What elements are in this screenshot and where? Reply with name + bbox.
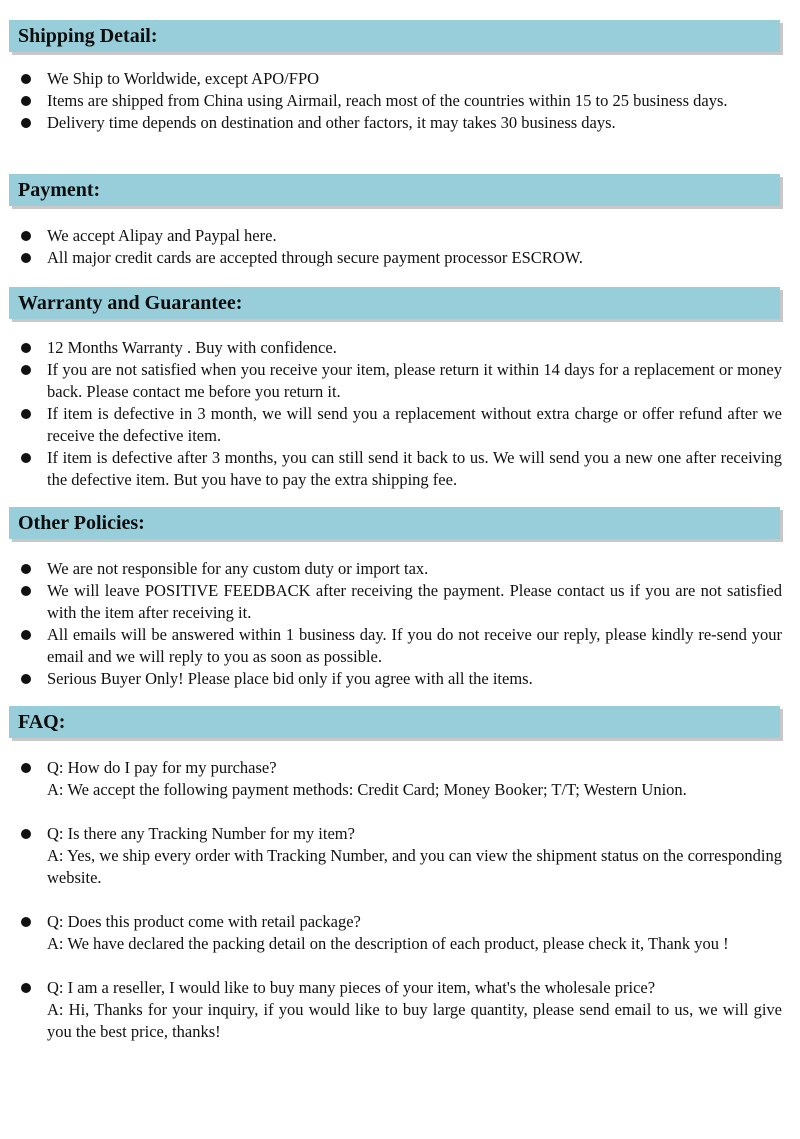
bullet-icon	[21, 917, 31, 927]
section-header-other-policies	[9, 507, 780, 539]
faq-question: Q: How do I pay for my purchase?	[47, 758, 277, 777]
bullet-icon	[21, 564, 31, 574]
list-item-text: All major credit cards are accepted through secure payment processor ESCROW.	[47, 248, 583, 267]
list-item-text: We are not responsible for any custom duty or import tax.	[47, 559, 429, 578]
list-item-text: 12 Months Warranty . Buy with confidence.	[47, 338, 337, 357]
list-item	[0, 112, 800, 134]
list-item	[0, 447, 800, 491]
section-header-warranty	[9, 287, 780, 319]
warranty-list	[0, 337, 800, 491]
bullet-icon	[21, 453, 31, 463]
section-header-faq	[9, 706, 780, 738]
section-title: Warranty and Guarantee:	[18, 292, 243, 314]
bullet-icon	[21, 343, 31, 353]
faq-question: Q: I am a reseller, I would like to buy many pieces of your item, what's the wholesale price?	[47, 978, 656, 997]
list-item	[0, 580, 800, 624]
bullet-icon	[21, 983, 31, 993]
bullet-icon	[21, 365, 31, 375]
faq-answer: A: Hi, Thanks for your inquiry, if you would like to buy large quantity, please send email to us, we will give you the best price, thanks!	[47, 1000, 782, 1041]
bullet-icon	[21, 409, 31, 419]
list-item-text: If item is defective after 3 months, you can still send it back to us. We will send you a new one after receiving the defective item. But you have to pay the extra shipping fee.	[47, 448, 782, 489]
section-title: Other Policies:	[18, 512, 145, 534]
list-item	[0, 668, 800, 690]
faq-answer: A: We accept the following payment methods: Credit Card; Money Booker; T/T; Western Union.	[47, 780, 687, 799]
faq-question: Q: Is there any Tracking Number for my item?	[47, 824, 355, 843]
bullet-icon	[21, 96, 31, 106]
list-item-text: We will leave POSITIVE FEEDBACK after receiving the payment. Please contact us if you are not satisfied with the item after receiving it.	[47, 581, 782, 622]
list-item	[0, 337, 800, 359]
bullet-icon	[21, 586, 31, 596]
section-header-payment	[9, 174, 780, 206]
list-item-text: We Ship to Worldwide, except APO/FPO	[47, 69, 320, 88]
section-title: Payment:	[18, 179, 101, 201]
faq-answer: A: We have declared the packing detail on the description of each product, please check it, Thank you !	[47, 934, 729, 953]
list-item-text: Items are shipped from China using Airmail, reach most of the countries within 15 to 25 business days.	[47, 91, 728, 110]
list-item	[0, 68, 800, 90]
bullet-icon	[21, 231, 31, 241]
bullet-icon	[21, 763, 31, 773]
list-item	[0, 90, 800, 112]
list-item-text: All emails will be answered within 1 business day. If you do not receive our reply, please kindly re-send your email and we will reply to you as soon as possible.	[47, 625, 782, 666]
list-item-text: We accept Alipay and Paypal here.	[47, 226, 277, 245]
faq-item	[0, 757, 800, 801]
shipping-list	[0, 68, 800, 134]
list-item	[0, 403, 800, 447]
list-item	[0, 558, 800, 580]
bullet-icon	[21, 253, 31, 263]
bullet-icon	[21, 630, 31, 640]
faq-question: Q: Does this product come with retail package?	[47, 912, 361, 931]
faq-item	[0, 977, 800, 1043]
faq-item	[0, 823, 800, 889]
list-item	[0, 225, 800, 247]
faq-answer: A: Yes, we ship every order with Tracking Number, and you can view the shipment status on the corresponding website.	[47, 846, 782, 887]
list-item	[0, 624, 800, 668]
bullet-icon	[21, 829, 31, 839]
bullet-icon	[21, 118, 31, 128]
bullet-icon	[21, 674, 31, 684]
payment-list	[0, 225, 800, 269]
list-item-text: Serious Buyer Only! Please place bid only if you agree with all the items.	[47, 669, 533, 688]
list-item	[0, 359, 800, 403]
section-title: Shipping Detail:	[18, 25, 158, 47]
list-item-text: If item is defective in 3 month, we will send you a replacement without extra charge or offer refund after we receive the defective item.	[47, 404, 782, 445]
list-item-text: Delivery time depends on destination and other factors, it may takes 30 business days.	[47, 113, 616, 132]
list-item-text: If you are not satisfied when you receive your item, please return it within 14 days for a replacement or money back. Please contact me before you return it.	[47, 360, 782, 401]
faq-item	[0, 911, 800, 955]
section-title: FAQ:	[18, 711, 66, 733]
faq-list	[0, 757, 800, 1065]
other-policies-list	[0, 558, 800, 690]
list-item	[0, 247, 800, 269]
bullet-icon	[21, 74, 31, 84]
section-header-shipping	[9, 20, 780, 52]
